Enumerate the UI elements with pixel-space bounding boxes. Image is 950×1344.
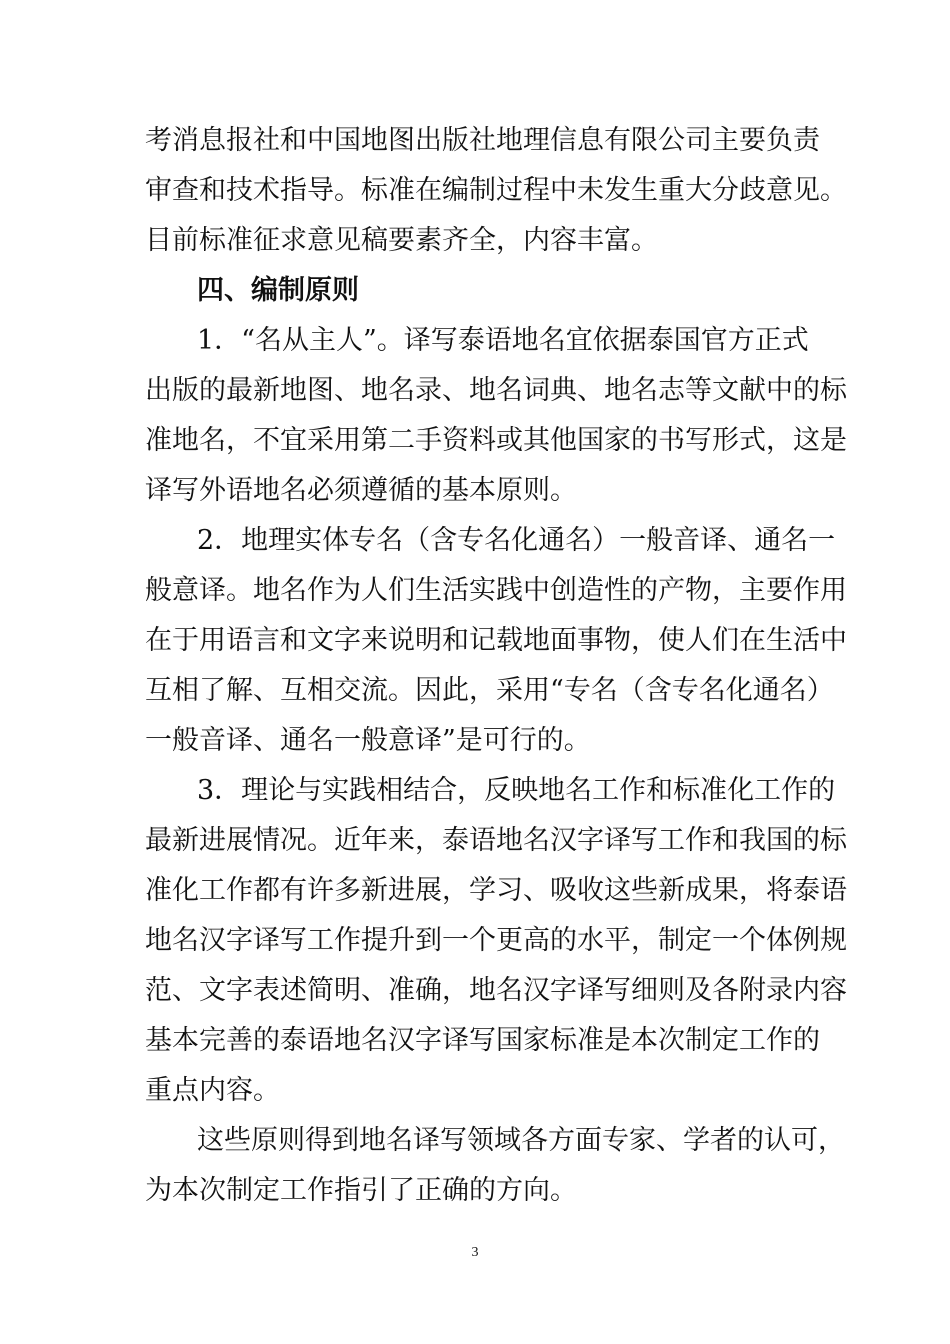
paragraph-line: 互相了解、互相交流。因此，采用“专名（含专名化通名）	[145, 675, 834, 706]
paragraph-line: 在于用语言和文字来说明和记载地面事物，使人们在生活中	[145, 625, 847, 656]
paragraph-line: 考消息报社和中国地图出版社地理信息有限公司主要负责	[145, 125, 820, 156]
paragraph-line: 基本完善的泰语地名汉字译写国家标准是本次制定工作的	[145, 1025, 820, 1056]
paragraph-line: 出版的最新地图、地名录、地名词典、地名志等文献中的标	[145, 375, 847, 406]
paragraph-line: 般意译。地名作为人们生活实践中创造性的产物，主要作用	[145, 575, 847, 606]
paragraph-line: 目前标准征求意见稿要素齐全，内容丰富。	[145, 225, 658, 256]
page-number: 3	[471, 1245, 479, 1260]
paragraph-line: 1．“名从主人”。译写泰语地名宜依据泰国官方正式	[197, 325, 809, 356]
paragraph-line: 译写外语地名必须遵循的基本原则。	[145, 475, 577, 506]
paragraph-line: 地名汉字译写工作提升到一个更高的水平，制定一个体例规	[145, 925, 847, 956]
paragraph-line: 准化工作都有许多新进展，学习、吸收这些新成果，将泰语	[145, 875, 847, 906]
paragraph-line: 重点内容。	[145, 1075, 280, 1106]
paragraph-line: 审查和技术指导。标准在编制过程中未发生重大分歧意见。	[145, 175, 847, 206]
paragraph-line: 准地名，不宜采用第二手资料或其他国家的书写形式，这是	[145, 425, 847, 456]
paragraph-line: 2．地理实体专名（含专名化通名）一般音译、通名一	[197, 525, 836, 556]
paragraph-line: 范、文字表述简明、准确，地名汉字译写细则及各附录内容	[145, 975, 847, 1006]
paragraph-line: 一般音译、通名一般意译”是可行的。	[145, 725, 591, 756]
section-heading: 四、编制原则	[197, 275, 359, 306]
paragraph-line: 这些原则得到地名译写领域各方面专家、学者的认可，	[197, 1125, 845, 1156]
paragraph-line: 最新进展情况。近年来，泰语地名汉字译写工作和我国的标	[145, 825, 847, 856]
paragraph-line: 3．理论与实践相结合，反映地名工作和标准化工作的	[197, 775, 836, 806]
paragraph-line: 为本次制定工作指引了正确的方向。	[145, 1175, 577, 1206]
